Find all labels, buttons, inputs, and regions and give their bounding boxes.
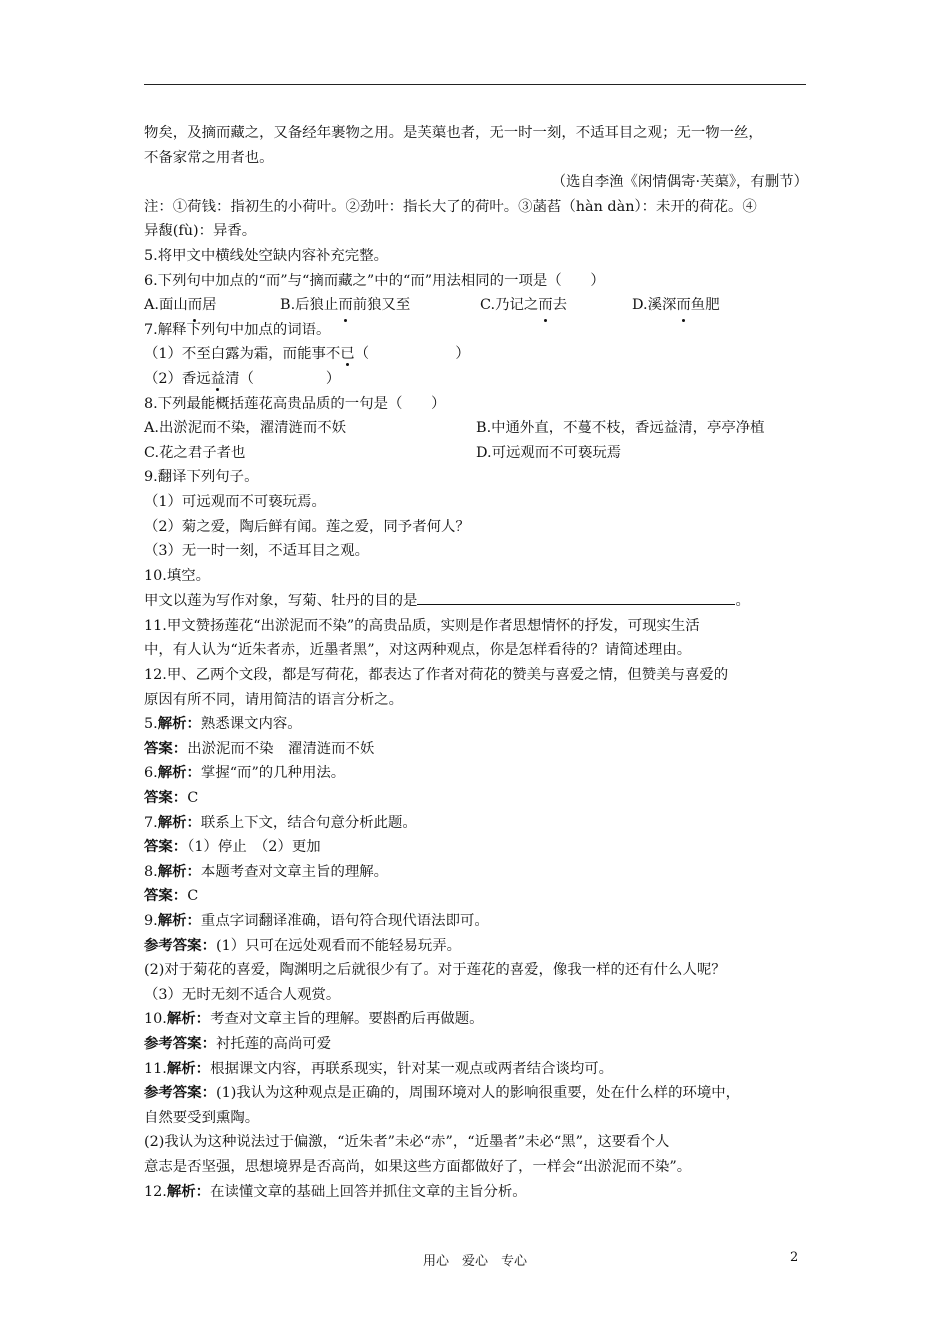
question-8-options <box>144 416 808 441</box>
question-11: 中，有人认为“近朱者赤，近墨者黑”，对这两种观点，你是怎样看待的？请简述理由。 <box>144 642 692 659</box>
answer-11-line: (2)我认为这种说法过于偏激，“近朱者”未必“赤”，“近墨者”未必“黑”，这要看个人 <box>144 1134 670 1151</box>
answer-6: 答案：C <box>144 789 199 807</box>
question-10-text: 甲文以莲为写作对象，写菊、牡丹的目的是 。 <box>144 588 808 614</box>
option-c: C.花之君子者也 <box>144 444 246 461</box>
answer-11: 参考答案：(1)我认为这种观点是正确的，周围环境对人的影响很重要，处在什么样的环境中， <box>144 1084 741 1102</box>
analysis-12: 12.解析：在读懂文章的基础上回答并抓住文章的主旨分析。 <box>144 1182 527 1200</box>
analysis-6: 6.解析：掌握“而”的几种用法。 <box>144 764 346 782</box>
option-d: D.溪深而鱼肥 <box>632 293 720 318</box>
page-number: 2 <box>790 1250 799 1265</box>
question-12: 12.甲、乙两个文段，都是写荷花，都表达了作者对荷花的赞美与喜爱之情，但赞美与喜爱的 <box>144 667 729 684</box>
question-9-item: （2）菊之爱，陶后鲜有闻。莲之爱，同予者何人？ <box>144 518 470 535</box>
question-6-stem: 6.下列句中加点的“而”与“摘而藏之”中的“而”用法相同的一项是（ ） <box>144 272 605 289</box>
option-a: A.出淤泥而不染，濯清涟而不妖 <box>144 420 347 437</box>
question-7-item: （2）香远益清（ ） <box>144 370 341 387</box>
passage-line: 不备家常之用者也。 <box>144 149 274 166</box>
analysis-10: 10.解析：考查对文章主旨的理解。要斟酌后再做题。 <box>144 1010 484 1028</box>
analysis-11: 11.解析：根据课文内容，再联系现实，针对某一观点或两者结合谈均可。 <box>144 1059 614 1077</box>
answer-7: 答案：（1）停止 （2）更加 <box>144 838 321 856</box>
footer-motto: 用心 爱心 专心 <box>422 1254 527 1269</box>
question-5: 5.将甲文中横线处空缺内容补充完整。 <box>144 247 388 264</box>
header-rule <box>144 84 806 85</box>
answer-9-line: (2)对于菊花的喜爱，陶渊明之后就很少有了。对于莲花的喜爱，像我一样的还有什么人呢？ <box>144 962 726 979</box>
question-12: 原因有所不同，请用简洁的语言分析之。 <box>144 691 404 708</box>
analysis-9: 9.解析：重点字词翻译准确，语句符合现代语法即可。 <box>144 912 489 929</box>
option-c: C.乃记之而去 <box>480 293 632 318</box>
question-10-stem: 10.填空。 <box>144 567 211 584</box>
analysis-7: 7.解析：联系上下文，结合句意分析此题。 <box>144 813 417 831</box>
question-7-stem: 7.解释下列句中加点的词语。 <box>144 321 331 338</box>
question-6-options <box>144 293 808 318</box>
analysis-8: 8.解析：本题考查对文章主旨的理解。 <box>144 862 389 880</box>
answer-10: 参考答案：衬托莲的高尚可爱 <box>144 1034 332 1052</box>
question-7-item: （1）不至白露为霜，而能事不已（ ） <box>144 346 470 363</box>
answer-9: 参考答案：(1）只可在远处观看而不能轻易玩弄。 <box>144 936 461 954</box>
answer-11-line: 自然要受到熏陶。 <box>144 1109 260 1126</box>
option-a: A.面山而居 <box>144 293 280 318</box>
question-8-stem: 8.下列最能概括莲花高贵品质的一句是（ ） <box>144 395 446 412</box>
answer-11-line: 意志是否坚强，思想境界是否高尚，如果这些方面都做好了，一样会“出淤泥而不染”。 <box>144 1158 692 1175</box>
document-body <box>144 121 808 1204</box>
option-b: B.中通外直，不蔓不枝，香远益清，亭亭净植 <box>476 420 765 437</box>
answer-9-line: （3）无时无刻不适合人观赏。 <box>144 986 341 1003</box>
option-d: D.可远观而不可亵玩焉 <box>476 444 622 461</box>
answer-blank <box>417 588 735 605</box>
question-9-item: （3）无一时一刻，不适耳目之观。 <box>144 543 370 560</box>
passage-line: 物矣，及摘而藏之，又备经年裹物之用。是芙蕖也者，无一时一刻，不适耳目之观；无一物一丝， <box>144 125 763 141</box>
question-9-stem: 9.翻译下列句子。 <box>144 469 259 486</box>
notes-line: 异馥(fù)：异香。 <box>144 223 257 240</box>
option-b: B.后狼止而前狼又至 <box>280 293 480 318</box>
question-8-options <box>144 441 808 466</box>
analysis-5: 5.解析：熟悉课文内容。 <box>144 715 302 733</box>
question-11: 11.甲文赞扬莲花“出淤泥而不染”的高贵品质，实则是作者思想情怀的抒发，可现实生活 <box>144 617 700 634</box>
answer-8: 答案：C <box>144 887 199 905</box>
answer-5: 答案：出淤泥而不染 濯清涟而不妖 <box>144 739 375 757</box>
question-9-item: （1）可远观而不可亵玩焉。 <box>144 493 326 510</box>
notes-line: 注：①荷钱：指初生的小荷叶。②劲叶：指长大了的荷叶。③菡萏（hàn dàn）：未开的荷花。④ <box>144 198 757 215</box>
passage-source: （选自李渔《闲情偶寄·芙蕖》，有删节） <box>551 174 808 191</box>
